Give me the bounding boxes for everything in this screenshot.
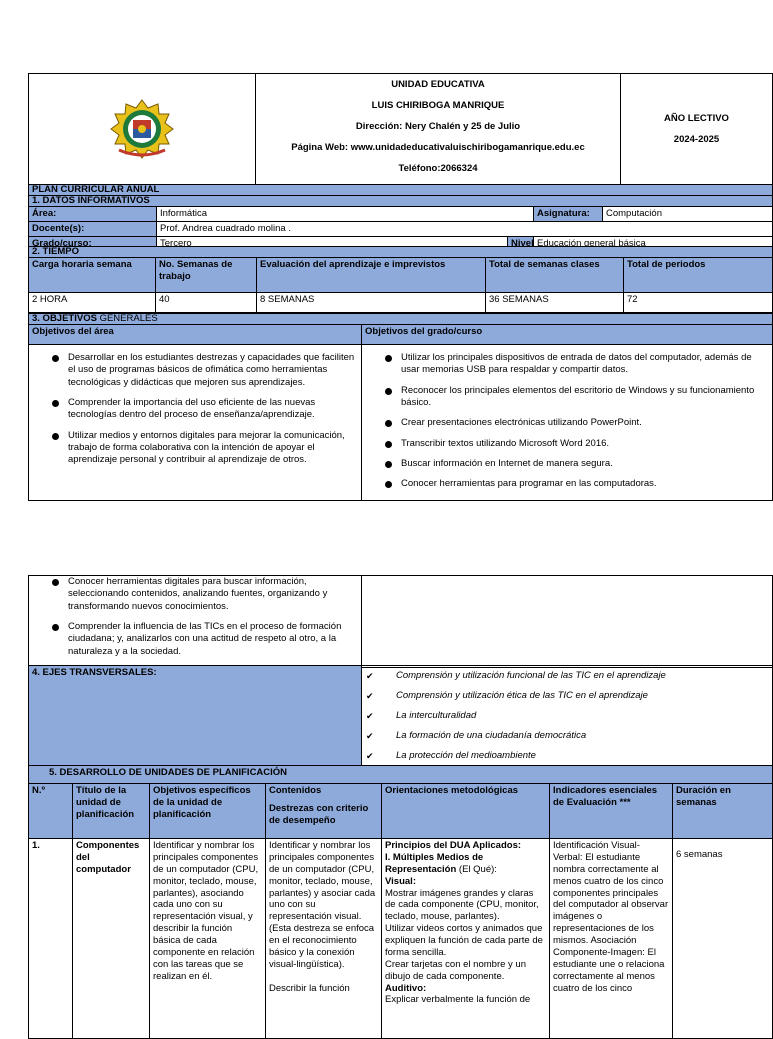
col-orientaciones: Orientaciones metodológicas	[382, 784, 550, 839]
check-icon: ✔	[366, 711, 374, 721]
row-duracion: 6 semanas	[673, 839, 773, 1039]
row-num: 1.	[29, 839, 73, 1039]
col-num: N.º	[29, 784, 73, 839]
list-item: Conocer herramientas digitales para buscar información, seleccionando contenidos, analizando fuentes, organizando y transformando nuevos conocimientos.	[68, 576, 358, 613]
tiempo-table	[28, 246, 773, 313]
tiempo-header-total-semanas: Total de semanas clases	[486, 258, 624, 293]
nivel-value: Educación general básica	[534, 236, 773, 263]
docente-label: Docente(s):	[29, 221, 157, 236]
asignatura-value: Computación	[603, 207, 773, 222]
list-item: ✔ Comprensión y utilización ética de las TIC en el aprendizaje	[362, 686, 772, 706]
tiempo-value-carga: 2 HORA	[29, 293, 156, 313]
docente-value: Prof. Andrea cuadrado molina .	[157, 221, 773, 236]
check-icon: ✔	[366, 731, 374, 741]
ejes-section: 4. EJES TRANSVERSALES:	[29, 666, 362, 767]
objetivos-grado-cont-cell	[362, 576, 773, 668]
area-value: Informática	[157, 207, 534, 222]
ejes-list-cell	[362, 666, 773, 767]
nivel-label: Nivel educativo:	[508, 236, 534, 263]
school-name: LUIS CHIRIBOGA MANRIQUE	[371, 100, 505, 111]
check-icon: ✔	[366, 751, 374, 761]
list-item: Utilizar medios y entornos digitales para mejorar la comunicación, trabajo de forma colaborativa con la intención de apoyar el aprendizaje personal y contribuir al aprendizaje de otros.	[68, 430, 358, 467]
list-item: ✔ Comprensión y utilización funcional de las TIC en el aprendizaje	[362, 666, 772, 686]
objetivos-table	[28, 313, 773, 501]
header-table	[28, 73, 773, 185]
list-item: Conocer herramientas para programar en las computadoras.	[401, 478, 769, 490]
list-item: Comprender la importancia del uso eficiente de las nuevas tecnologías dentro del proceso de enseñanza/aprendizaje.	[68, 397, 358, 422]
tiempo-value-evaluacion: 8 SEMANAS	[257, 293, 486, 313]
list-item: Buscar información en Internet de manera segura.	[401, 458, 769, 470]
list-item: Transcribir textos utilizando Microsoft Word 2016.	[401, 438, 769, 450]
grado-value: Tercero	[157, 236, 508, 263]
list-item: Reconocer los principales elementos del escritorio de Windows y su funcionamiento básico.	[401, 385, 769, 410]
row-indicadores: Identificación Visual-Verbal: El estudiante nombra correctamente al menos cuatro de los cinco componentes principales del computador al observar imágenes o representaciones de los mismos. Asociación Componente-Imagen: El estudiante une o relaciona correctamente al menos cuatro de los cinco	[550, 839, 673, 1039]
desarrollo-section: 5. DESARROLLO DE UNIDADES DE PLANIFICACIÓN	[29, 766, 773, 784]
area-label: Área:	[29, 207, 157, 222]
list-item: ✔ La interculturalidad	[362, 706, 772, 726]
row-orientaciones: Principios del DUA Aplicados: I. Múltiples Medios de Representación (El Qué): Visual: Mostrar imágenes grandes y claras de cada componente (CPU, monitor, teclado, mouse, parlantes). Utilizar videos cortos y animados que expliquen la función de cada parte de forma sencilla. Crear tarjetas con el nombre y un dibujo de cada componente. Auditivo: Explicar verbalmente la función de	[382, 839, 550, 1039]
list-item: ✔ La formación de una ciudadanía democrática	[362, 726, 772, 746]
check-icon: ✔	[366, 671, 374, 681]
row-objetivos: Identificar y nombrar los principales componentes de un computador (CPU, monitor, teclado, mouse, parlantes), asociando cada uno con su representación visual, y describir la función básica de cada componente en relación con las tareas que se realizan en él.	[150, 839, 266, 1039]
tiempo-value-semanas: 40	[156, 293, 257, 313]
tiempo-header-semanas: No. Semanas de trabajo	[156, 258, 257, 293]
objetivos-section: 3. OBJETIVOS GENERALES	[29, 314, 773, 325]
row-contenidos: Identificar y nombrar los principales componentes de un computador (CPU, monitor, teclado, mouse, parlantes) y asociar cada uno con su representación visual. (Esta destreza se enfoca en el reconocimiento básico y la conexión visual-lingüística). Describir la función	[266, 839, 382, 1039]
asignatura-label: Asignatura:	[534, 207, 603, 222]
check-icon: ✔	[366, 691, 374, 701]
objetivos-area-cell	[29, 345, 362, 501]
year-cell	[621, 74, 773, 185]
school-address: Dirección: Nery Chalén y 25 de Julio	[355, 121, 521, 132]
list-item: Utilizar los principales dispositivos de entrada de datos del computador, además de usar memorias USB para respaldar y compartir datos.	[401, 352, 769, 377]
logo-cell	[29, 74, 256, 185]
objetivos-grado-header: Objetivos del grado/curso	[362, 325, 773, 345]
objetivos-grado-cell	[362, 345, 773, 501]
list-item: Comprender la influencia de las TICs en el proceso de formación ciudadana; y, analizarlos con una actitud de respeto al otro, a la naturaleza y a la sociedad.	[68, 621, 358, 658]
table-row	[29, 839, 773, 1039]
school-phone: Teléfono:2066324	[398, 163, 478, 174]
col-duracion: Duración en semanas	[673, 784, 773, 839]
school-label: UNIDAD EDUCATIVA	[391, 79, 485, 90]
year-value: 2024-2025	[673, 134, 720, 145]
col-objetivos: Objetivos específicos de la unidad de planificación	[150, 784, 266, 839]
tiempo-header-carga: Carga horaria semana	[29, 258, 156, 293]
list-item: Desarrollar en los estudiantes destrezas y capacidades que faciliten el uso de programas básicos de ofimática como herramientas tecnológicas y didácticas que mejoren sus aprendizajes.	[68, 352, 358, 389]
col-indicadores: Indicadores esenciales de Evaluación ***	[550, 784, 673, 839]
row-titulo: Componentes del computador	[73, 839, 150, 1039]
school-info-cell	[256, 74, 621, 185]
school-seal-icon	[107, 98, 177, 160]
objetivos-area-cont-cell	[29, 576, 362, 668]
objetivos-area-header: Objetivos del área	[29, 325, 362, 345]
list-item: ✔ La protección del medioambiente	[362, 746, 772, 766]
datos-section: 1. DATOS INFORMATIVOS	[29, 196, 773, 207]
tiempo-header-total-periodos: Total de periodos	[624, 258, 773, 293]
desarrollo-table	[28, 765, 773, 1039]
objetivos-cont-table	[28, 575, 773, 668]
ejes-table	[28, 665, 773, 767]
school-website: Página Web: www.unidadeducativaluischiribogamanrique.edu.ec	[291, 142, 585, 153]
plan-title: PLAN CURRICULAR ANUAL	[29, 185, 773, 196]
list-item: Crear presentaciones electrónicas utilizando PowerPoint.	[401, 417, 769, 429]
tiempo-section: 2. TIEMPO	[29, 247, 773, 258]
col-titulo: Título de la unidad de planificación	[73, 784, 150, 839]
tiempo-value-total-semanas: 36 SEMANAS	[486, 293, 624, 313]
tiempo-value-total-periodos: 72	[624, 293, 773, 313]
tiempo-header-evaluacion: Evaluación del aprendizaje e imprevistos	[257, 258, 486, 293]
col-contenidos: Contenidos Destrezas con criterio de desempeño	[266, 784, 382, 839]
year-label: AÑO LECTIVO	[664, 113, 729, 124]
grado-label: Grado/curso:	[29, 236, 157, 263]
